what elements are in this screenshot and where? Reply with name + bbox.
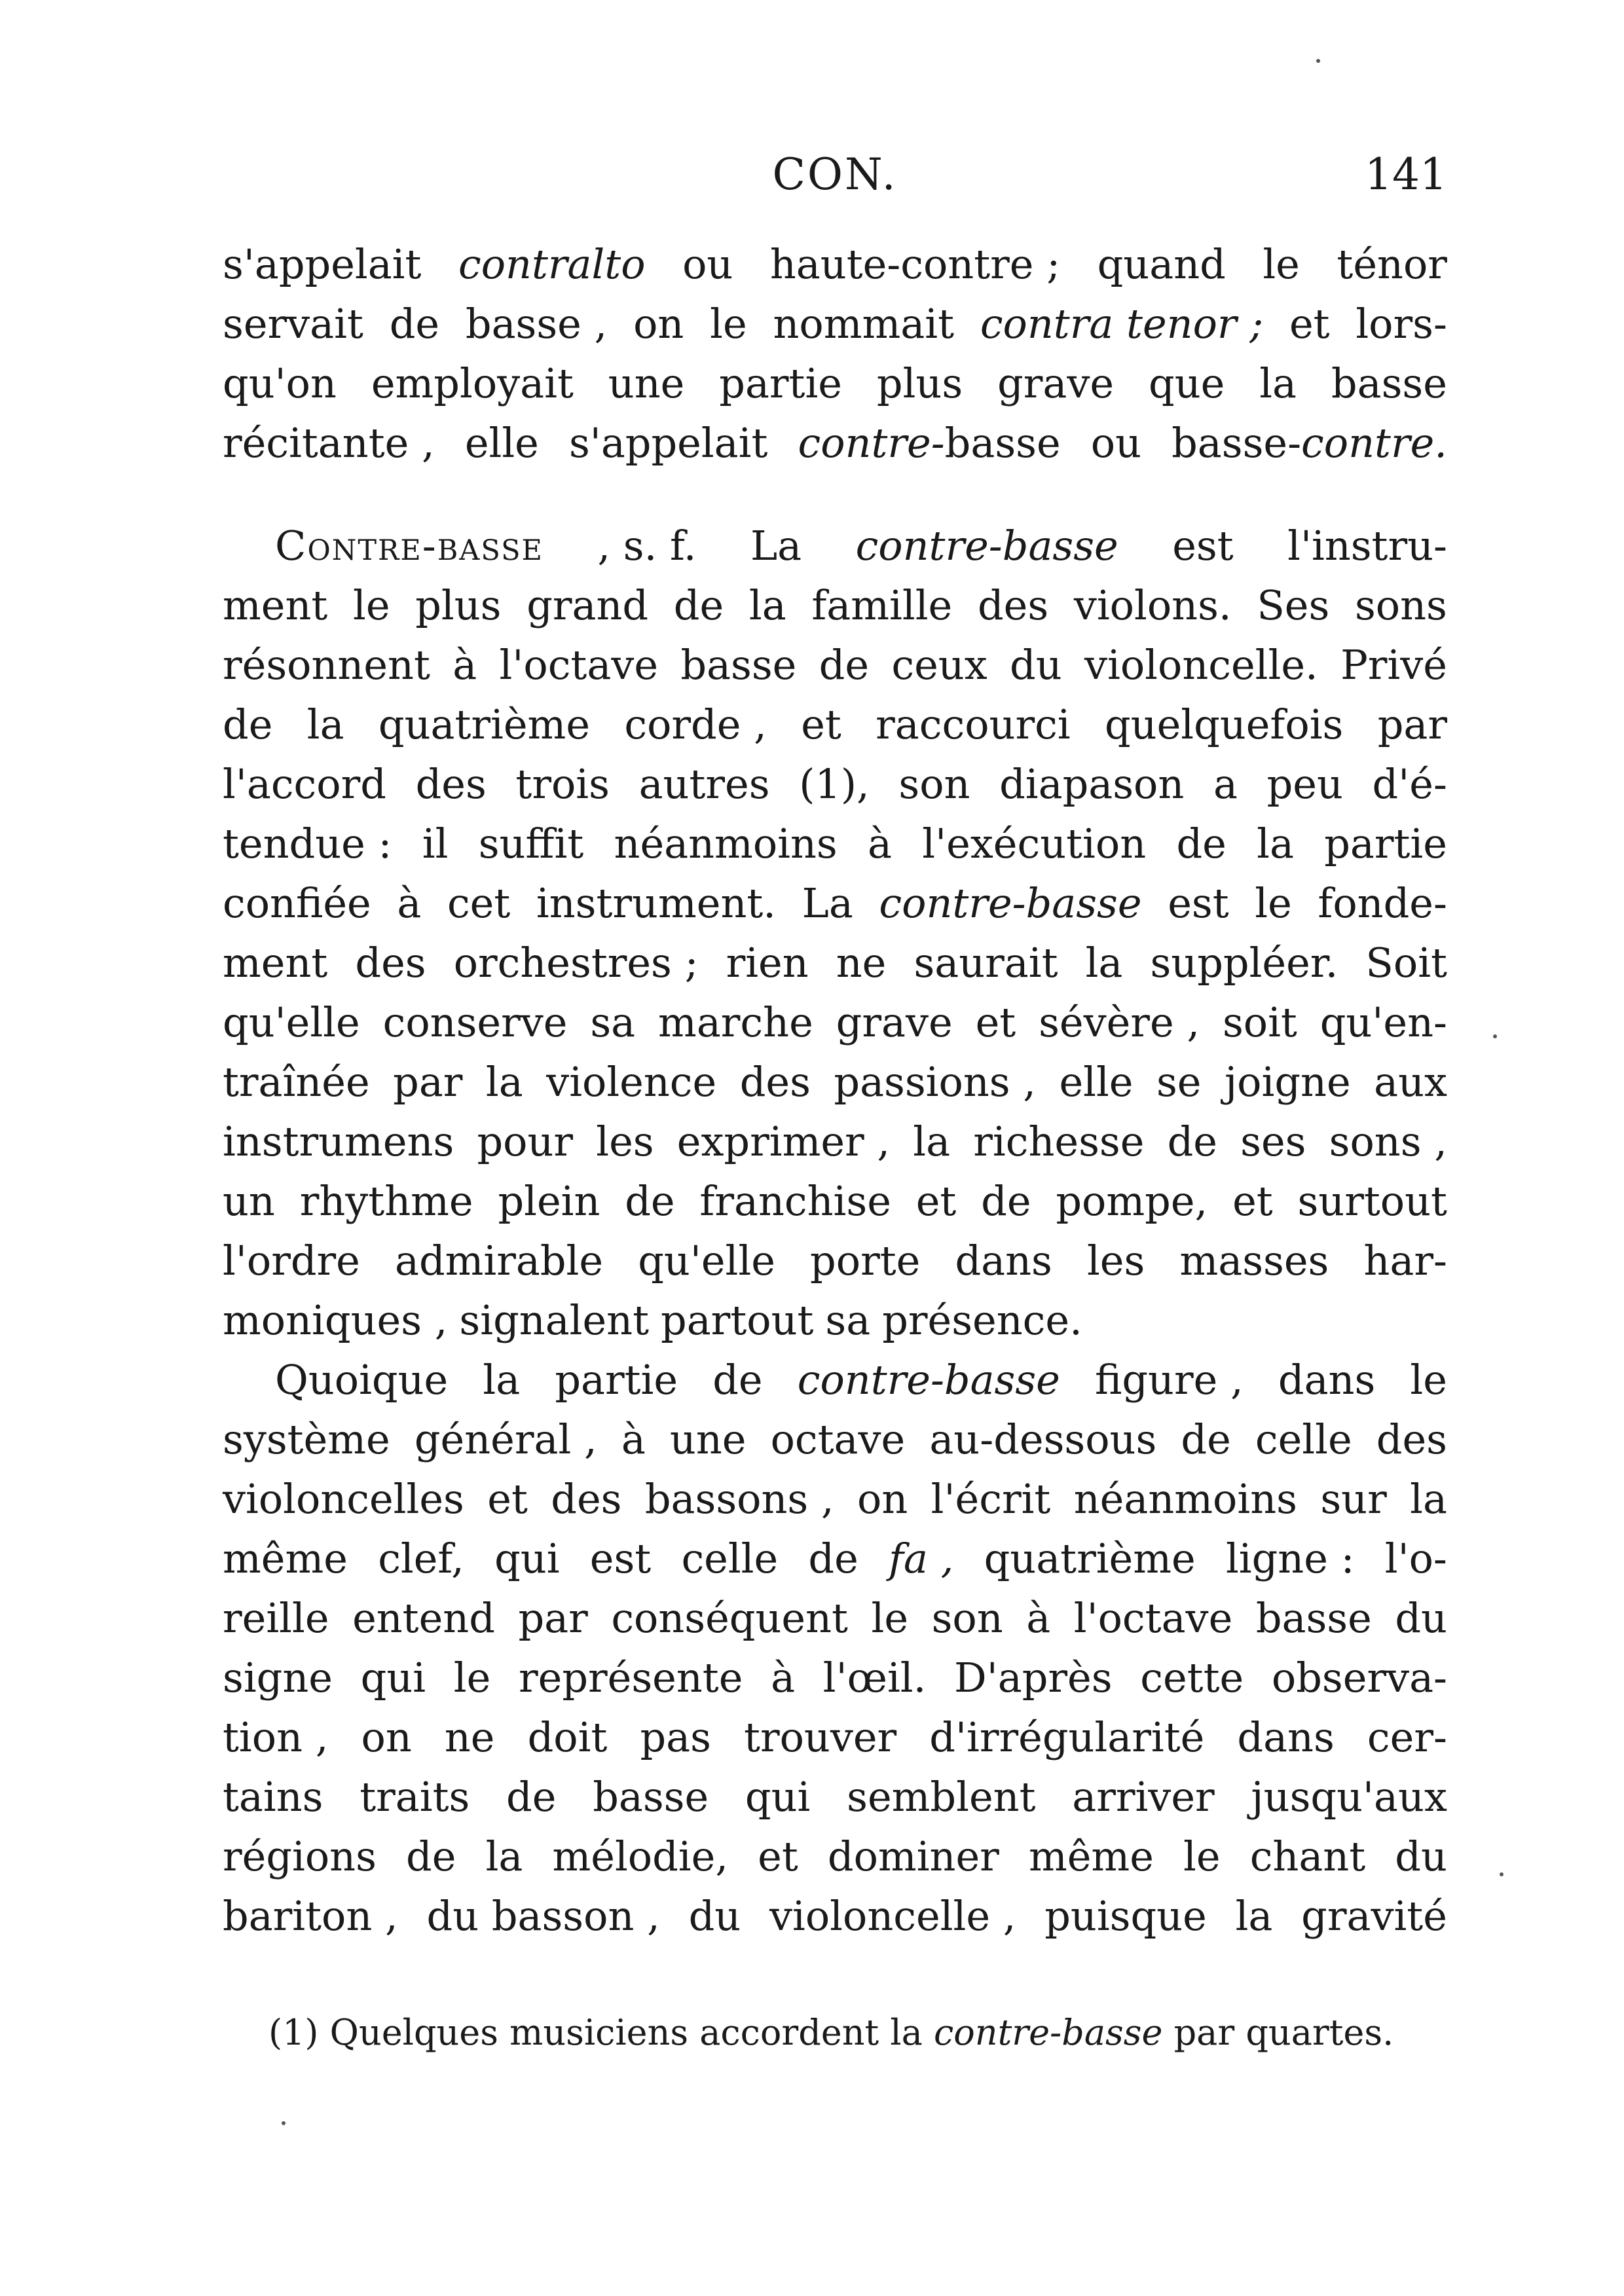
word: pas	[640, 1713, 711, 1761]
word: cette	[1140, 1654, 1244, 1702]
word: contre-basse	[879, 879, 1142, 927]
word: la	[748, 581, 786, 629]
word: néanmoins	[614, 820, 838, 867]
word: dans	[955, 1237, 1052, 1285]
word: résonnent	[223, 641, 430, 689]
word: la	[485, 1058, 523, 1106]
word: jusqu'aux	[1251, 1773, 1447, 1821]
word: qu'elle	[638, 1237, 775, 1285]
word: quatrième	[378, 701, 591, 748]
word: soit	[1222, 998, 1297, 1046]
word: le	[453, 1654, 491, 1702]
word: bassons ,	[644, 1475, 834, 1523]
word: d'é-	[1372, 760, 1447, 808]
body-text	[223, 234, 1447, 1946]
word: général ,	[414, 1415, 597, 1463]
word: puisque	[1044, 1892, 1207, 1940]
word: pompe,	[1056, 1177, 1208, 1225]
text-line	[223, 294, 1447, 354]
word: le	[1255, 879, 1292, 927]
word: haute-contre ;	[769, 240, 1061, 288]
word: cet	[447, 879, 511, 927]
word: qu'elle	[223, 998, 360, 1046]
word: on	[361, 1713, 412, 1761]
word: l'ordre	[223, 1237, 360, 1285]
word: de	[673, 581, 724, 629]
word: dans	[1278, 1356, 1376, 1404]
word: instrument.	[536, 879, 777, 927]
word: qu'on	[223, 359, 337, 407]
word: Ses	[1257, 581, 1330, 629]
word: exprimer ,	[676, 1118, 891, 1165]
footnote-text-after: par quartes.	[1173, 2012, 1394, 2053]
word: basse	[1331, 359, 1447, 407]
word: néanmoins	[1073, 1475, 1297, 1523]
word: instrumens	[223, 1118, 454, 1165]
word: har-	[1363, 1237, 1447, 1285]
word: ses	[1240, 1118, 1306, 1165]
word: et	[1232, 1177, 1273, 1225]
word: conséquent	[611, 1594, 848, 1642]
text-line	[223, 354, 1447, 413]
word: des	[739, 1058, 811, 1106]
word: à	[771, 1654, 796, 1702]
text-line	[223, 1290, 1447, 1350]
word: signalent	[459, 1296, 650, 1344]
word: ténor	[1337, 240, 1447, 288]
word: quatrième	[984, 1535, 1196, 1582]
word: basse	[680, 641, 797, 689]
word: s'appelait	[568, 419, 768, 467]
word: de	[625, 1177, 675, 1225]
word: celle	[1255, 1415, 1352, 1463]
word: la	[1259, 359, 1297, 407]
word: franchise	[699, 1177, 891, 1225]
word: celle	[681, 1535, 779, 1582]
word: sur	[1320, 1475, 1387, 1523]
word: et	[801, 701, 841, 748]
word: ligne :	[1225, 1535, 1355, 1582]
word: moniques ,	[223, 1296, 448, 1344]
word: et	[1289, 300, 1330, 348]
text-line	[223, 993, 1447, 1052]
word: de	[1181, 1415, 1231, 1463]
text-line	[223, 695, 1447, 754]
footnote-marker: (1)	[268, 2012, 319, 2053]
word: grand	[526, 581, 649, 629]
word: octave	[770, 1415, 906, 1463]
word: quand	[1097, 240, 1226, 288]
word: par	[393, 1058, 463, 1106]
word: rhythme	[299, 1177, 473, 1225]
word: ne	[836, 939, 887, 987]
word: à	[452, 641, 477, 689]
text-line	[223, 814, 1447, 873]
word: violoncelles	[223, 1475, 464, 1523]
word: récitante ,	[223, 419, 435, 467]
text-line	[223, 516, 1447, 575]
word: nommait	[773, 300, 955, 348]
word: d'irrégularité	[929, 1713, 1205, 1761]
word: confiée	[223, 879, 371, 927]
word: à	[868, 820, 892, 867]
word: a	[1213, 760, 1238, 808]
word: s'appelait	[223, 240, 422, 288]
word: qui	[494, 1535, 560, 1582]
word: la	[1410, 1475, 1447, 1523]
word: doit	[527, 1713, 608, 1761]
word: grave	[997, 359, 1115, 407]
word: elle	[464, 419, 539, 467]
word: du basson ,	[426, 1892, 660, 1940]
word: partout	[661, 1296, 814, 1344]
word: ou	[682, 240, 733, 288]
text-line	[223, 635, 1447, 695]
word: les	[596, 1118, 654, 1165]
text-line	[223, 1350, 1447, 1410]
text-line	[223, 1886, 1447, 1946]
word: lors-	[1356, 300, 1447, 348]
word: grave	[836, 998, 953, 1046]
word: fa ,	[889, 1535, 954, 1582]
word: au-dessous	[929, 1415, 1157, 1463]
word: D'après	[954, 1654, 1113, 1702]
paragraph	[223, 516, 1447, 1350]
word: du	[1010, 641, 1062, 689]
text-line	[223, 754, 1447, 814]
word: , s. f.	[597, 522, 697, 570]
word: on	[857, 1475, 908, 1523]
word: basse	[1255, 1594, 1372, 1642]
word: figure ,	[1095, 1356, 1244, 1404]
word: du	[1395, 1832, 1447, 1880]
word: joigne	[1224, 1058, 1351, 1106]
word: contre-	[798, 419, 945, 467]
word: basse ,	[465, 300, 608, 348]
word: on	[633, 300, 684, 348]
word: le	[353, 581, 390, 629]
word: de	[1167, 1118, 1217, 1165]
text-line	[223, 1588, 1447, 1648]
word: présence.	[882, 1296, 1082, 1344]
word: quelquefois	[1104, 701, 1344, 748]
word: qui	[360, 1654, 426, 1702]
word: est	[1172, 522, 1234, 570]
page-number: 141	[1365, 149, 1447, 200]
text-line	[223, 1827, 1447, 1886]
text-line	[223, 933, 1447, 993]
word: famille	[811, 581, 953, 629]
text-line	[223, 1410, 1447, 1469]
word: plus	[415, 581, 502, 629]
word: le	[1410, 1356, 1447, 1404]
word-group	[1172, 413, 1447, 473]
word: marche	[658, 998, 813, 1046]
page-header	[223, 149, 1447, 208]
word: Soit	[1365, 939, 1447, 987]
word: qui	[745, 1773, 811, 1821]
word: de	[1176, 820, 1227, 867]
word: contre-basse	[797, 1356, 1060, 1404]
word: à	[1026, 1594, 1051, 1642]
word: violoncelle ,	[769, 1892, 1016, 1940]
word: Privé	[1340, 641, 1447, 689]
word: de	[819, 641, 870, 689]
text-line	[223, 1648, 1447, 1707]
word: une	[608, 359, 685, 407]
footnote-italic-term: contre-basse	[934, 2012, 1163, 2053]
word: sa	[590, 998, 636, 1046]
word: mélodie,	[552, 1832, 729, 1880]
word: contre-basse	[855, 522, 1118, 570]
word: sons ,	[1329, 1118, 1447, 1165]
word: diapason	[999, 760, 1185, 808]
text-line	[223, 1469, 1447, 1529]
word: et	[758, 1832, 798, 1880]
paper-speck	[1500, 1872, 1504, 1876]
word: est	[1168, 879, 1229, 927]
paragraph	[223, 234, 1447, 473]
word: servait	[223, 300, 363, 348]
word: la	[485, 1832, 523, 1880]
word: masses	[1179, 1237, 1329, 1285]
word: le	[1263, 240, 1300, 288]
word: par	[518, 1594, 588, 1642]
word: du	[1395, 1594, 1447, 1642]
text-line	[223, 1767, 1447, 1827]
word: plus	[876, 359, 963, 407]
word: surtout	[1297, 1177, 1447, 1225]
word: l'exécution	[922, 820, 1147, 867]
word: la	[1085, 939, 1123, 987]
word: peu	[1266, 760, 1343, 808]
word: corde ,	[624, 701, 767, 748]
word: entend	[352, 1594, 495, 1642]
word: autres	[638, 760, 770, 808]
word: clef,	[378, 1535, 464, 1582]
word: par	[1377, 701, 1447, 748]
word: sa	[825, 1296, 871, 1344]
text-line	[223, 1112, 1447, 1171]
word: traînée	[223, 1058, 370, 1106]
word: tains	[223, 1773, 323, 1821]
word: les	[1086, 1237, 1145, 1285]
word: partie	[719, 359, 842, 407]
word: régions	[223, 1832, 377, 1880]
paper-speck	[1493, 1034, 1497, 1038]
word: porte	[810, 1237, 921, 1285]
word: contralto	[458, 240, 646, 288]
text-line	[223, 234, 1447, 294]
word: la	[483, 1356, 521, 1404]
word: des	[977, 581, 1049, 629]
word: un	[223, 1177, 275, 1225]
word: de	[223, 701, 273, 748]
text-line	[223, 575, 1447, 635]
word: conserve	[382, 998, 568, 1046]
word: l'œil.	[822, 1654, 927, 1702]
word: dans	[1237, 1713, 1335, 1761]
text-line	[223, 1171, 1447, 1231]
word-suffix: basse	[944, 419, 1061, 467]
word: dominer	[827, 1832, 999, 1880]
word: qu'en-	[1320, 998, 1447, 1046]
word: et	[915, 1177, 957, 1225]
word: des	[355, 939, 426, 987]
word: La	[750, 522, 802, 570]
word: pour	[477, 1118, 574, 1165]
text-line	[223, 1707, 1447, 1767]
word: et	[487, 1475, 528, 1523]
text-line	[223, 1529, 1447, 1588]
word: employait	[371, 359, 574, 407]
word: fonde-	[1318, 879, 1447, 927]
word: violoncelle.	[1084, 641, 1318, 689]
word: le	[710, 300, 747, 348]
word: gravité	[1301, 1892, 1447, 1940]
word: le	[1183, 1832, 1221, 1880]
word: sons	[1354, 581, 1447, 629]
word: des	[415, 760, 487, 808]
word: représente	[519, 1654, 743, 1702]
paper-speck	[282, 2121, 286, 2125]
word: partie	[1324, 820, 1447, 867]
word: son	[898, 760, 970, 808]
word: même	[1028, 1832, 1154, 1880]
word: (1),	[799, 760, 870, 808]
word: de	[981, 1177, 1031, 1225]
word: Contre-basse	[275, 522, 544, 570]
word: La	[802, 879, 853, 927]
word: système	[223, 1415, 390, 1463]
word: rien	[726, 939, 809, 987]
word: de	[506, 1773, 557, 1821]
word: l'accord	[223, 760, 386, 808]
word: violons.	[1073, 581, 1232, 629]
word: basse-	[1172, 419, 1302, 467]
text-line	[223, 1052, 1447, 1112]
word: saurait	[913, 939, 1058, 987]
paper-speck	[1316, 59, 1320, 63]
word: orchestres ;	[453, 939, 699, 987]
word: ou	[1090, 419, 1142, 467]
word: l'octave	[499, 641, 659, 689]
word: à	[621, 1415, 646, 1463]
text-line	[223, 413, 1447, 473]
word: ceux	[891, 641, 987, 689]
word: la	[306, 701, 344, 748]
word: que	[1149, 359, 1225, 407]
word: de	[406, 1832, 456, 1880]
word: la	[1235, 1892, 1273, 1940]
word: et	[975, 998, 1016, 1046]
word: bariton ,	[223, 1892, 398, 1940]
word: se	[1156, 1058, 1202, 1106]
word: basse	[593, 1773, 709, 1821]
paragraph	[223, 1350, 1447, 1946]
word: même	[223, 1535, 348, 1582]
word: l'o-	[1384, 1535, 1447, 1582]
word: cer-	[1367, 1713, 1447, 1761]
word: de	[712, 1356, 763, 1404]
paragraph-gap	[223, 473, 1447, 516]
word: l'écrit	[931, 1475, 1051, 1523]
word: semblent	[847, 1773, 1036, 1821]
word: des	[1376, 1415, 1447, 1463]
word: est	[589, 1535, 652, 1582]
word: admirable	[394, 1237, 604, 1285]
word: violence	[546, 1058, 717, 1106]
word: raccourci	[876, 701, 1071, 748]
word: de	[808, 1535, 858, 1582]
word: du	[688, 1892, 741, 1940]
word: suffit	[478, 820, 584, 867]
text-line	[223, 873, 1447, 933]
word: signe	[223, 1654, 333, 1702]
word: le	[871, 1594, 909, 1642]
word: contra tenor ;	[980, 300, 1264, 348]
text-line	[223, 1231, 1447, 1290]
word: il	[422, 820, 449, 867]
word: ment	[223, 581, 328, 629]
word: passions ,	[834, 1058, 1036, 1106]
word: tion ,	[223, 1713, 329, 1761]
word: la	[1257, 820, 1294, 867]
word: aux	[1374, 1058, 1447, 1106]
word: Quoique	[275, 1356, 449, 1404]
word: traits	[360, 1773, 470, 1821]
word: plein	[498, 1177, 600, 1225]
word: l'octave	[1073, 1594, 1233, 1642]
word-suffix: contre.	[1301, 419, 1447, 467]
word: l'instru-	[1287, 522, 1447, 570]
word: trouver	[744, 1713, 897, 1761]
word: chant	[1249, 1832, 1366, 1880]
word: elle	[1059, 1058, 1134, 1106]
word: ment	[223, 939, 328, 987]
word: observa-	[1271, 1654, 1447, 1702]
word: richesse	[973, 1118, 1145, 1165]
word: à	[397, 879, 422, 927]
footnote-text-before: Quelques musiciens accordent la	[329, 2012, 923, 2053]
word: une	[669, 1415, 747, 1463]
word: ne	[444, 1713, 495, 1761]
footnote	[268, 2010, 1447, 2056]
word: reille	[223, 1594, 329, 1642]
word: partie	[555, 1356, 678, 1404]
word: arriver	[1072, 1773, 1215, 1821]
word: la	[913, 1118, 951, 1165]
word: de	[389, 300, 440, 348]
word: tendue :	[223, 820, 392, 867]
word: des	[551, 1475, 622, 1523]
word: sévère ,	[1039, 998, 1200, 1046]
running-head: CON.	[772, 149, 898, 200]
word: trois	[515, 760, 610, 808]
word: suppléer.	[1150, 939, 1338, 987]
word: son	[931, 1594, 1003, 1642]
word-group	[798, 413, 1060, 473]
